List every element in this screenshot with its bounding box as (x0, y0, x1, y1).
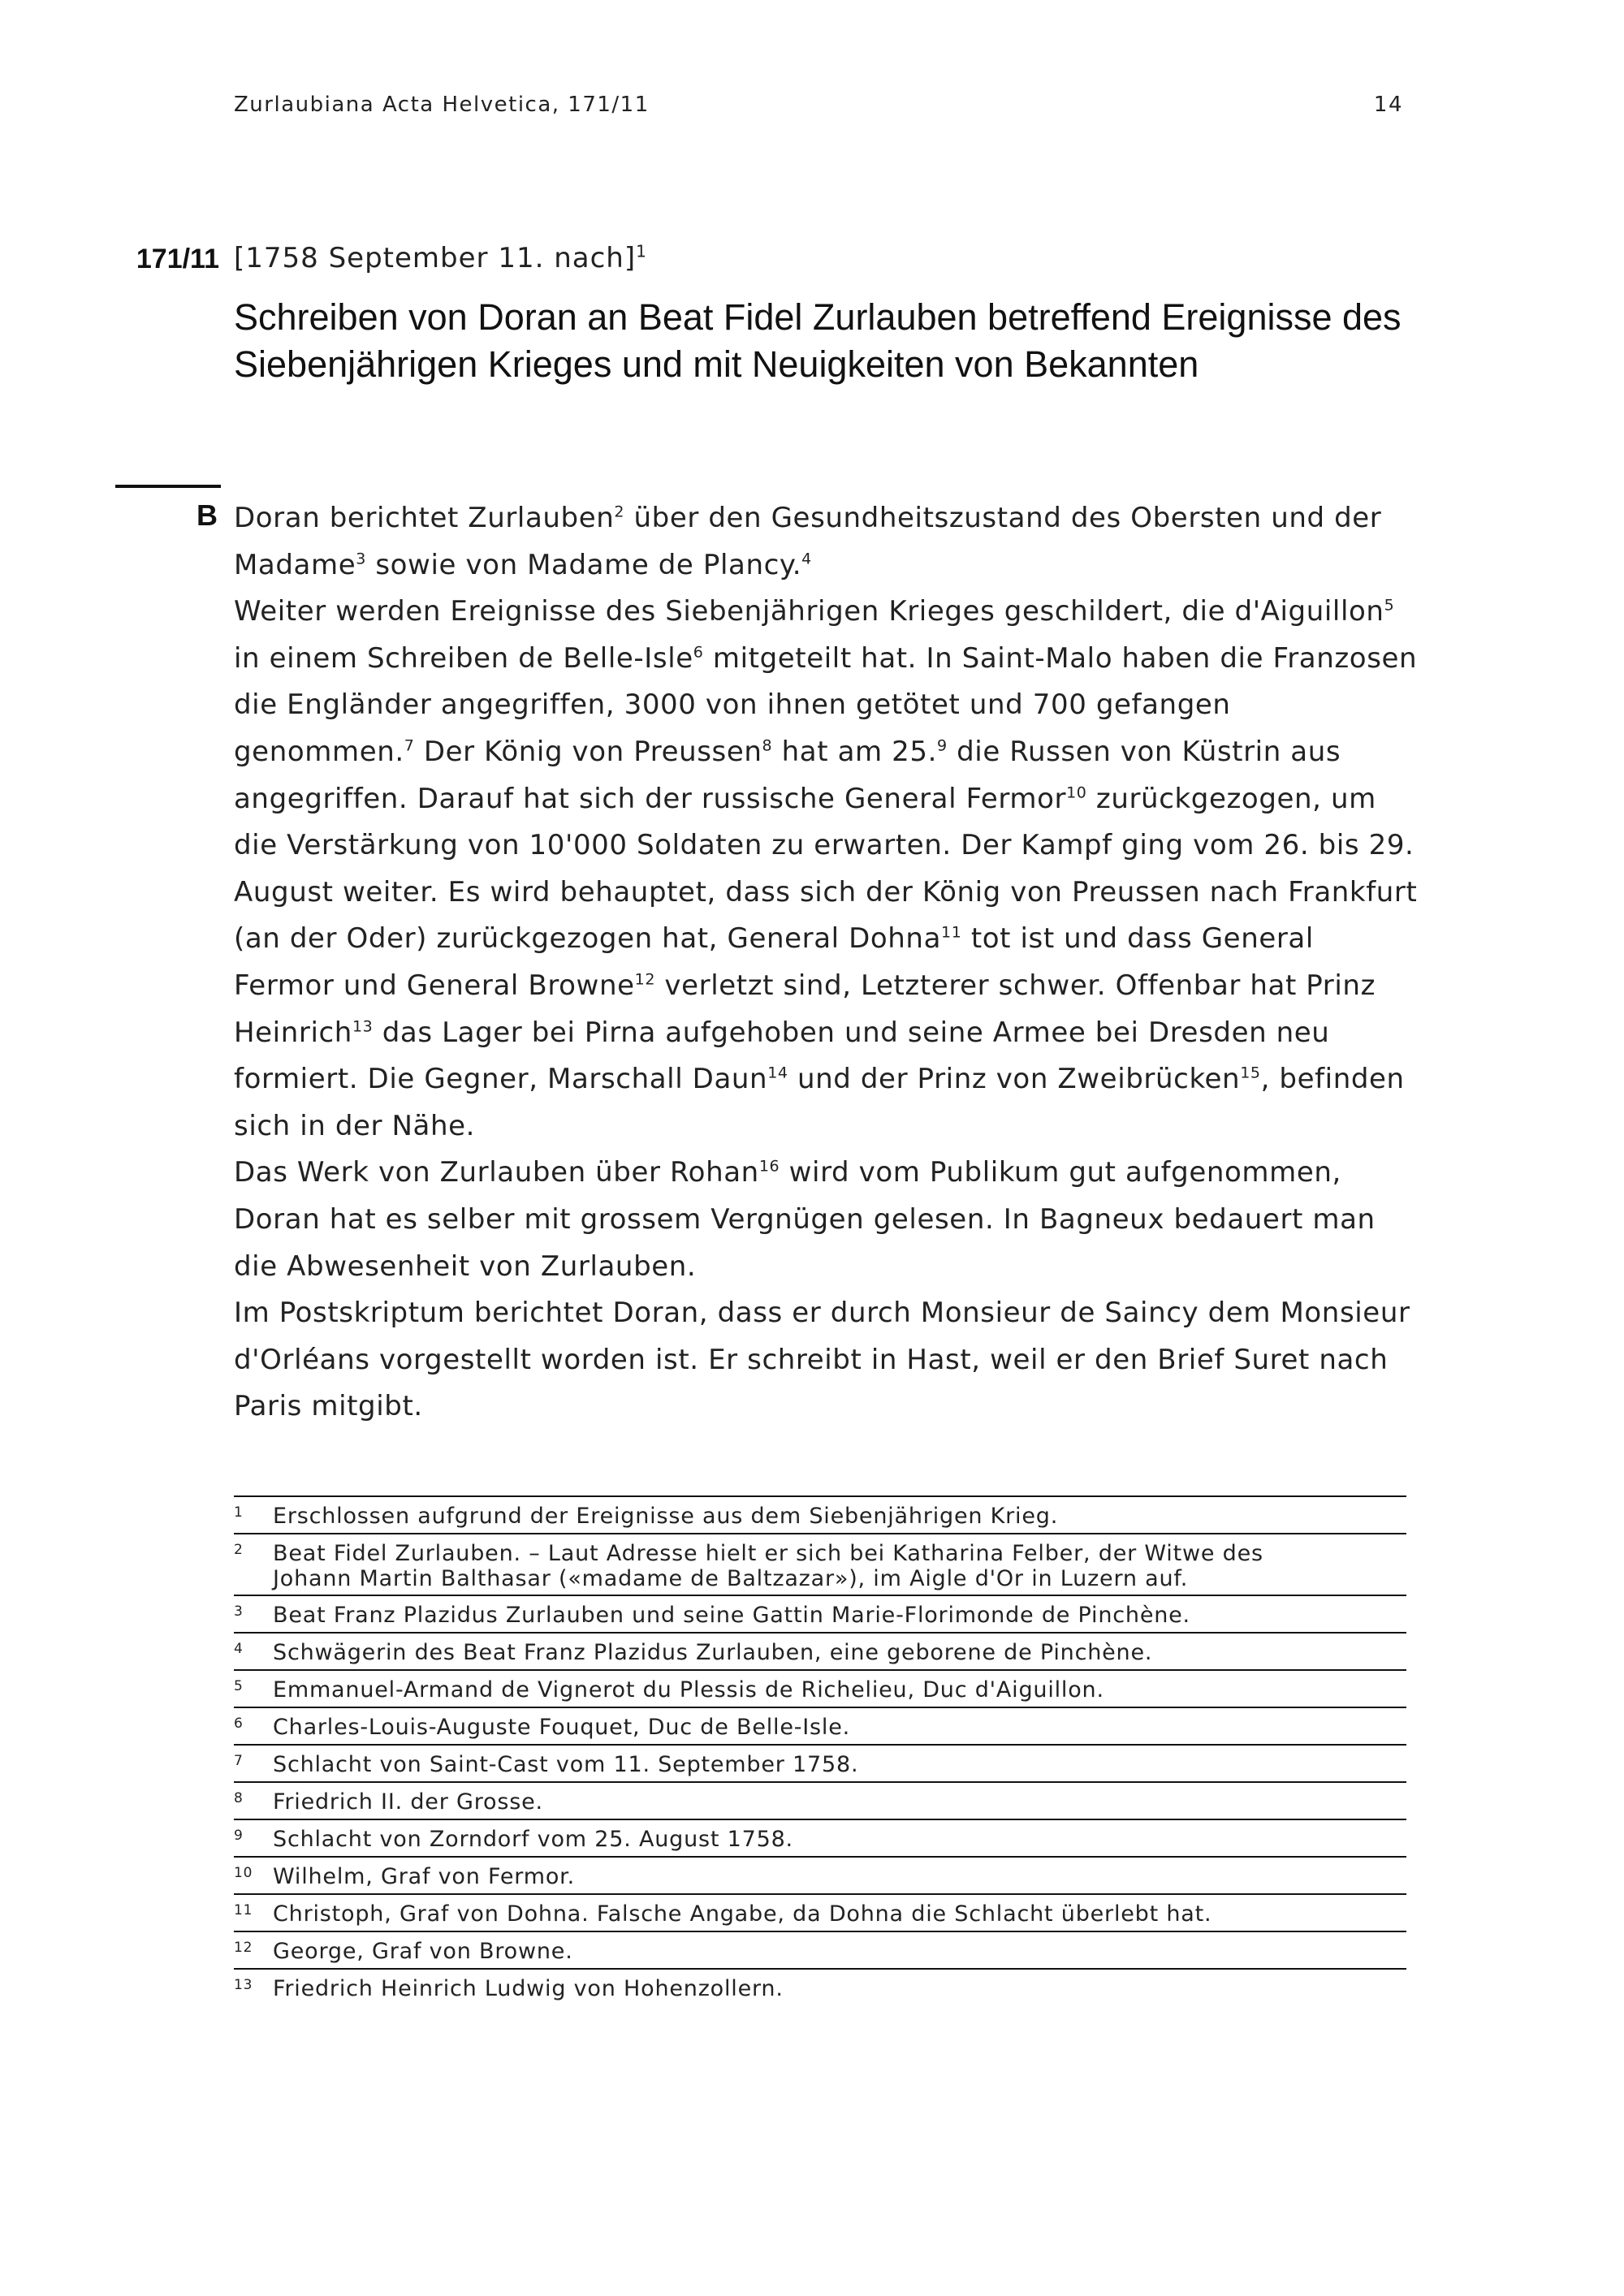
footnote-text: Beat Fidel Zurlauben. – Laut Adresse hielt er sich bei Katharina Felber, der Witwe des Johann Martin Balthasar («madame de Baltzazar»), im Aigle d'Or in Luzern auf. (273, 1541, 1263, 1591)
document-title: Schreiben von Doran an Beat Fidel Zurlauben betreffend Ereignisse des Siebenjährigen Krieges und mit Neuigkeiten von Bekannten (234, 296, 1402, 385)
summary-text: Der König von Preussen (414, 735, 762, 768)
footnote-text: Schlacht von Zorndorf vom 25. August 1758. (273, 1827, 793, 1852)
footnote-ref[interactable]: 6 (693, 643, 704, 662)
footnote (234, 1632, 1406, 1669)
summary-text: und der Prinz von Zweibrücken (788, 1063, 1241, 1096)
footnote-text: Schlacht von Saint-Cast vom 11. September 1758. (273, 1752, 859, 1777)
footnote (234, 1968, 1406, 2005)
summary-text: das Lager bei Pirna aufgehoben und seine Armee bei Dresden neu formiert. Die Gegner, Marschall Daun (234, 1016, 1330, 1096)
footnote (234, 1595, 1406, 1632)
document-number-sub: /11 (182, 244, 219, 274)
footnote-ref[interactable]: 9 (937, 736, 948, 755)
summary-text: Im Postskriptum berichtet Doran, dass er durch Monsieur de Saincy dem Monsieur d'Orléans vorgestellt worden ist. Er schreibt in Hast, weil er den Brief Suret nach Paris mitgibt. (234, 1297, 1410, 1423)
footnote-number: 12 (234, 1940, 253, 1956)
footnote-number: 11 (234, 1902, 253, 1918)
summary-text: Das Werk von Zurlauben über Rohan (234, 1156, 759, 1189)
footnote (234, 1931, 1406, 1968)
footnote-text: Friedrich Heinrich Ludwig von Hohenzollern. (273, 1976, 784, 2001)
footnote-text: Beat Franz Plazidus Zurlauben und seine Gattin Marie-Florimonde de Pinchène. (273, 1603, 1190, 1628)
footnote-text: Emmanuel-Armand de Vignerot du Plessis de Richelieu, Duc d'Aiguillon. (273, 1677, 1104, 1703)
footnote-number: 13 (234, 1977, 253, 1993)
footnote-ref[interactable]: 12 (634, 970, 656, 989)
footnote-ref[interactable]: 16 (758, 1157, 780, 1176)
page-number: 14 (1373, 93, 1403, 117)
date-text: [1758 September 11. nach] (234, 242, 637, 274)
footnote (234, 1781, 1406, 1819)
summary-text: die Russen von Küstrin aus angegriffen. Darauf hat sich der russische General Fermor (234, 735, 1341, 815)
document-number (106, 244, 219, 275)
footnote-ref[interactable]: 4 (801, 550, 812, 568)
section-rule (115, 485, 221, 488)
footnote-text: Friedrich II. der Grosse. (273, 1789, 543, 1815)
footnote-ref[interactable]: 2 (614, 503, 625, 521)
footnote-number: 4 (234, 1641, 244, 1657)
footnote-number: 10 (234, 1865, 253, 1881)
footnote-text: Schwägerin des Beat Franz Plazidus Zurlauben, eine geborene de Pinchène. (273, 1640, 1153, 1665)
document-date (234, 242, 647, 274)
section-marker: B (197, 498, 218, 532)
footnote-text: George, Graf von Browne. (273, 1939, 573, 1964)
date-note-ref[interactable]: 1 (636, 241, 647, 261)
footnote (234, 1856, 1406, 1893)
footnote-ref[interactable]: 7 (404, 736, 415, 755)
footnote-ref[interactable]: 10 (1066, 783, 1087, 802)
footnote-ref[interactable]: 13 (352, 1017, 374, 1036)
summary-paragraph (234, 1150, 1419, 1290)
running-header (234, 93, 1403, 128)
summary-text: hat am 25. (772, 735, 937, 768)
summary-text: über den Gesundheitszustand des Obersten und der Madame (234, 502, 1382, 581)
summary-paragraph (234, 495, 1419, 589)
summary-text: verletzt sind, Letzterer schwer. Offenbar hat Prinz Heinrich (234, 969, 1376, 1049)
footnote-number: 1 (234, 1504, 244, 1521)
summary-text: Doran berichtet Zurlauben (234, 502, 615, 534)
footnote-text: Charles-Louis-Auguste Fouquet, Duc de Belle-Isle. (273, 1715, 851, 1740)
footnote (234, 1707, 1406, 1744)
footnote-ref[interactable]: 5 (1384, 596, 1395, 615)
footnotes (234, 1495, 1406, 2005)
summary-paragraph (234, 1290, 1419, 1431)
footnote-number: 9 (234, 1828, 244, 1844)
footnote-number: 2 (234, 1542, 244, 1558)
footnote (234, 1533, 1406, 1595)
footnote-ref[interactable]: 11 (941, 924, 962, 943)
running-title: Zurlaubiana Acta Helvetica, 171/11 (234, 93, 650, 117)
footnote-ref[interactable]: 15 (1240, 1064, 1261, 1082)
summary-text: sowie von Madame de Plancy. (365, 548, 802, 581)
footnote (234, 1819, 1406, 1856)
footnote-text: Christoph, Graf von Dohna. Falsche Angabe, da Dohna die Schlacht überlebt hat. (273, 1901, 1212, 1927)
summary-text: mitgeteilt hat. In Saint-Malo haben die Franzosen die Engländer angegriffen, 3000 von ihnen getötet und 700 gefangen genommen. (234, 641, 1418, 768)
summary-text: in einem Schreiben de Belle-Isle (234, 641, 693, 675)
footnote-ref[interactable]: 8 (762, 736, 773, 755)
footnote-number: 3 (234, 1603, 244, 1620)
footnote-ref[interactable]: 3 (356, 550, 366, 568)
footnote (234, 1495, 1406, 1533)
summary-paragraph (234, 589, 1419, 1150)
footnote (234, 1744, 1406, 1781)
footnote (234, 1669, 1406, 1707)
footnote (234, 1893, 1406, 1931)
footnote-number: 6 (234, 1716, 244, 1732)
footnote-number: 8 (234, 1790, 244, 1806)
footnote-number: 5 (234, 1678, 244, 1694)
footnote-number: 7 (234, 1753, 244, 1769)
summary-text: tot ist und dass General Fermor und General Browne (234, 922, 1314, 1002)
summary-text: wird vom Publikum gut aufgenommen, Doran hat es selber mit grossem Vergnügen gelesen. In Bagneux bedauert man die Abwesenheit von Zurlauben. (234, 1156, 1376, 1283)
footnote-ref[interactable]: 14 (767, 1064, 788, 1082)
footnote-text: Wilhelm, Graf von Fermor. (273, 1864, 575, 1889)
summary-text: , befinden sich in der Nähe. (234, 1063, 1405, 1142)
document-number-main: 171 (136, 244, 183, 274)
footnote-text: Erschlossen aufgrund der Ereignisse aus dem Siebenjährigen Krieg. (273, 1504, 1059, 1529)
summary-body (234, 495, 1419, 1431)
summary-text: Weiter werden Ereignisse des Siebenjährigen Krieges geschildert, die d'Aiguillon (234, 595, 1384, 628)
summary-text: zurückgezogen, um die Verstärkung von 10'000 Soldaten zu erwarten. Der Kampf ging vom 26. bis 29. August weiter. Es wird behauptet, dass sich der König von Preussen nach Frankfurt (an der Oder) zurückgezogen hat, General Dohna (234, 782, 1418, 956)
